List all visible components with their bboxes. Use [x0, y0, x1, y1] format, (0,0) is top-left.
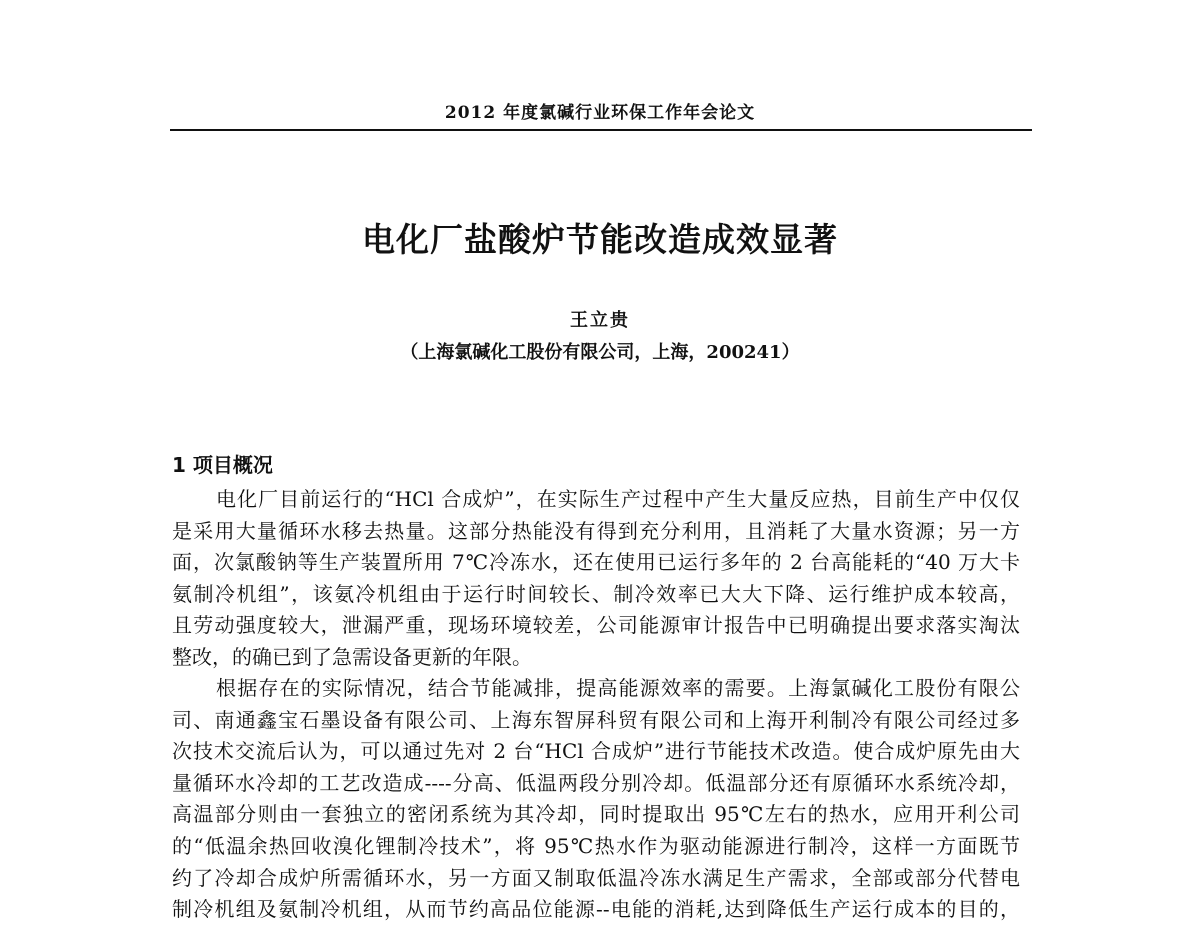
affiliation: （上海氯碱化工股份有限公司，上海，200241） [400, 342, 800, 363]
text-line: 的“低温余热回收溴化锂制冷技术”，将 95℃热水作为驱动能源进行制冷，这样一方面既节 [172, 833, 1020, 858]
text-line: 根据存在的实际情况，结合节能减排，提高能源效率的需要。上海氯碱化工股份有限公 [216, 676, 1020, 700]
text-line: 氨制冷机组”，该氨冷机组由于运行时间较长、制冷效率已大大下降、运行维护成本较高， [172, 581, 1020, 606]
text-line: 且劳动强度较大，泄漏严重，现场环境较差，公司能源审计报告中已明确提出要求落实淘汰 [172, 613, 1020, 638]
text-line: 次技术交流后认为，可以通过先对 2 台“HCl 合成炉”进行节能技术改造。使合成炉原先由大 [172, 739, 1020, 764]
text-line: 是采用大量循环水移去热量。这部分热能没有得到充分利用，且消耗了大量水资源；另一方 [172, 518, 1020, 543]
paper-title: 电化厂盐酸炉节能改造成效显著 [362, 220, 838, 259]
text-line: 面，次氯酸钠等生产装置所用 7℃冷冻水，还在使用已运行多年的 2 台高能耗的“40 万大卡 [172, 550, 1020, 575]
text-line: 制冷机组及氨制冷机组，从而节约高品位能源--电能的消耗,达到降低生产运行成本的目的， [172, 897, 1020, 922]
text-line: 司、南通鑫宝石墨设备有限公司、上海东智屏科贸有限公司和上海开利制冷有限公司经过多 [172, 707, 1020, 732]
paragraph-2 [172, 673, 1020, 926]
header-rule [170, 129, 1032, 131]
text-line: 量循环水冷却的工艺改造成----分高、低温两段分别冷却。低温部分还有原循环水系统冷却， [172, 770, 1020, 795]
text-line: 高温部分则由一套独立的密闭系统为其冷却，同时提取出 95℃左右的热水，应用开利公司 [172, 802, 1020, 827]
running-header: 2012 年度氯碱行业环保工作年会论文 [444, 103, 756, 123]
text-line: 约了冷却合成炉所需循环水，另一方面又制取低温冷冻水满足生产需求，全部或部分代替电 [172, 865, 1020, 890]
section-heading: 1 项目概况 [172, 453, 273, 477]
paragraph-1 [172, 484, 1020, 674]
text-line: 电化厂目前运行的“HCl 合成炉”，在实际生产过程中产生大量反应热，目前生产中仅仅 [216, 487, 1020, 511]
author: 王立贵 [570, 310, 630, 331]
text-line: 整改，的确已到了急需设备更新的年限。 [172, 644, 532, 669]
